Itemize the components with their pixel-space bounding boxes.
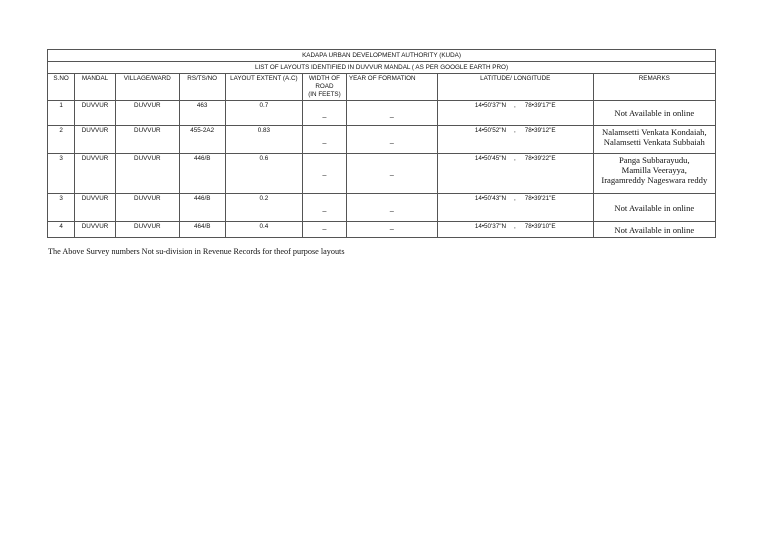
table-row — [48, 222, 716, 238]
road-value: _ — [322, 137, 327, 144]
cell-remarks — [593, 126, 715, 154]
cell-extent: 0.6 — [225, 154, 302, 194]
table-row — [48, 126, 716, 154]
cell-year — [346, 222, 437, 238]
cell-year — [346, 154, 437, 194]
cell-road — [303, 154, 347, 194]
header-road-line1: WIDTH OF ROAD — [308, 75, 341, 90]
cell-latlong — [437, 154, 593, 194]
longitude-value: 78•39'12"E — [524, 127, 556, 134]
longitude-value: 78•39'17"E — [524, 102, 556, 109]
cell-rs: 446/B — [179, 194, 225, 222]
road-value: _ — [322, 111, 327, 118]
remarks-line: Nalamsetti Venkata Kondaiah, — [601, 127, 707, 137]
remarks-line: Not Available in online — [614, 108, 695, 118]
cell-extent: 0.4 — [225, 222, 302, 238]
header-latlong: LATITUDE/ LONGITUDE — [437, 74, 593, 101]
longitude-value: 78•39'22"E — [524, 155, 556, 162]
remarks-line: Nalamsetti Venkata Subbaiah — [603, 137, 705, 147]
header-rs: RS/TS/NO — [179, 74, 225, 101]
cell-road — [303, 194, 347, 222]
cell-remarks — [593, 101, 715, 126]
year-value: _ — [389, 169, 394, 176]
cell-latlong — [437, 222, 593, 238]
cell-mandal: DUVVUR — [75, 154, 116, 194]
latlong-separator: , — [514, 223, 516, 230]
remarks-line: Panga Subbarayudu, — [618, 155, 690, 165]
header-road-line2: (IN FEETS) — [308, 91, 341, 98]
cell-mandal: DUVVUR — [75, 126, 116, 154]
header-road — [303, 74, 347, 101]
cell-year — [346, 126, 437, 154]
cell-village: DUVVUR — [115, 222, 179, 238]
longitude-value: 78•39'21"E — [524, 195, 556, 202]
cell-sno: 3 — [48, 194, 75, 222]
header-remarks: REMARKS — [593, 74, 715, 101]
cell-extent: 0.83 — [225, 126, 302, 154]
footnote: The Above Survey numbers Not su-division in Revenue Records for theof purpose layouts — [48, 247, 345, 256]
remarks-line: Iragamreddy Nageswara reddy — [601, 175, 708, 185]
latlong-separator: , — [514, 127, 516, 134]
remarks-line: Not Available in online — [614, 224, 695, 235]
remarks-line: Mamilla Veerayya, — [621, 165, 687, 175]
latlong-separator: , — [514, 102, 516, 109]
layouts-table — [47, 49, 716, 238]
cell-rs: 464/B — [179, 222, 225, 238]
latitude-value: 14•50'37"N — [474, 223, 507, 230]
cell-latlong — [437, 101, 593, 126]
year-value: _ — [389, 111, 394, 118]
cell-latlong — [437, 126, 593, 154]
cell-road — [303, 222, 347, 238]
longitude-value: 78•39'10"E — [524, 223, 556, 230]
cell-latlong — [437, 194, 593, 222]
table-row — [48, 101, 716, 126]
year-value: _ — [389, 205, 394, 212]
cell-village: DUVVUR — [115, 101, 179, 126]
table-subtitle: LIST OF LAYOUTS IDENTIFIED IN DUVVUR MANDAL ( AS PER GOOGLE EARTH PRO) — [48, 62, 716, 74]
cell-rs: 446/B — [179, 154, 225, 194]
road-value: _ — [322, 205, 327, 212]
latlong-separator: , — [514, 155, 516, 162]
cell-rs: 455-2A2 — [179, 126, 225, 154]
cell-remarks — [593, 194, 715, 222]
header-sno: S.NO — [48, 74, 75, 101]
cell-rs: 463 — [179, 101, 225, 126]
year-value: _ — [389, 137, 394, 144]
cell-extent: 0.7 — [225, 101, 302, 126]
year-value: _ — [389, 223, 394, 230]
cell-mandal: DUVVUR — [75, 222, 116, 238]
cell-sno: 4 — [48, 222, 75, 238]
cell-extent: 0.2 — [225, 194, 302, 222]
header-village: VILLAGE/WARD — [115, 74, 179, 101]
layouts-document — [47, 49, 716, 238]
header-mandal: MANDAL — [75, 74, 116, 101]
cell-year — [346, 194, 437, 222]
cell-village: DUVVUR — [115, 194, 179, 222]
remarks-line: Not Available in online — [614, 202, 695, 213]
latitude-value: 14•50'37"N — [474, 102, 507, 109]
cell-village: DUVVUR — [115, 154, 179, 194]
table-title: KADAPA URBAN DEVELOPMENT AUTHORITY (KUDA) — [48, 50, 716, 62]
latitude-value: 14•50'45"N — [474, 155, 507, 162]
cell-sno: 1 — [48, 101, 75, 126]
cell-sno: 3 — [48, 154, 75, 194]
table-row — [48, 194, 716, 222]
cell-year — [346, 101, 437, 126]
cell-remarks — [593, 222, 715, 238]
cell-road — [303, 101, 347, 126]
latitude-value: 14•50'43"N — [474, 195, 507, 202]
latitude-value: 14•50'52"N — [474, 127, 507, 134]
road-value: _ — [322, 223, 327, 230]
cell-mandal: DUVVUR — [75, 194, 116, 222]
table-row — [48, 154, 716, 194]
header-year: YEAR OF FORMATION — [346, 74, 437, 101]
cell-remarks — [593, 154, 715, 194]
cell-sno: 2 — [48, 126, 75, 154]
cell-road — [303, 126, 347, 154]
cell-mandal: DUVVUR — [75, 101, 116, 126]
road-value: _ — [322, 169, 327, 176]
latlong-separator: , — [514, 195, 516, 202]
header-row — [48, 74, 716, 101]
cell-village: DUVVUR — [115, 126, 179, 154]
header-extent: LAYOUT EXTENT (A.C) — [225, 74, 302, 101]
